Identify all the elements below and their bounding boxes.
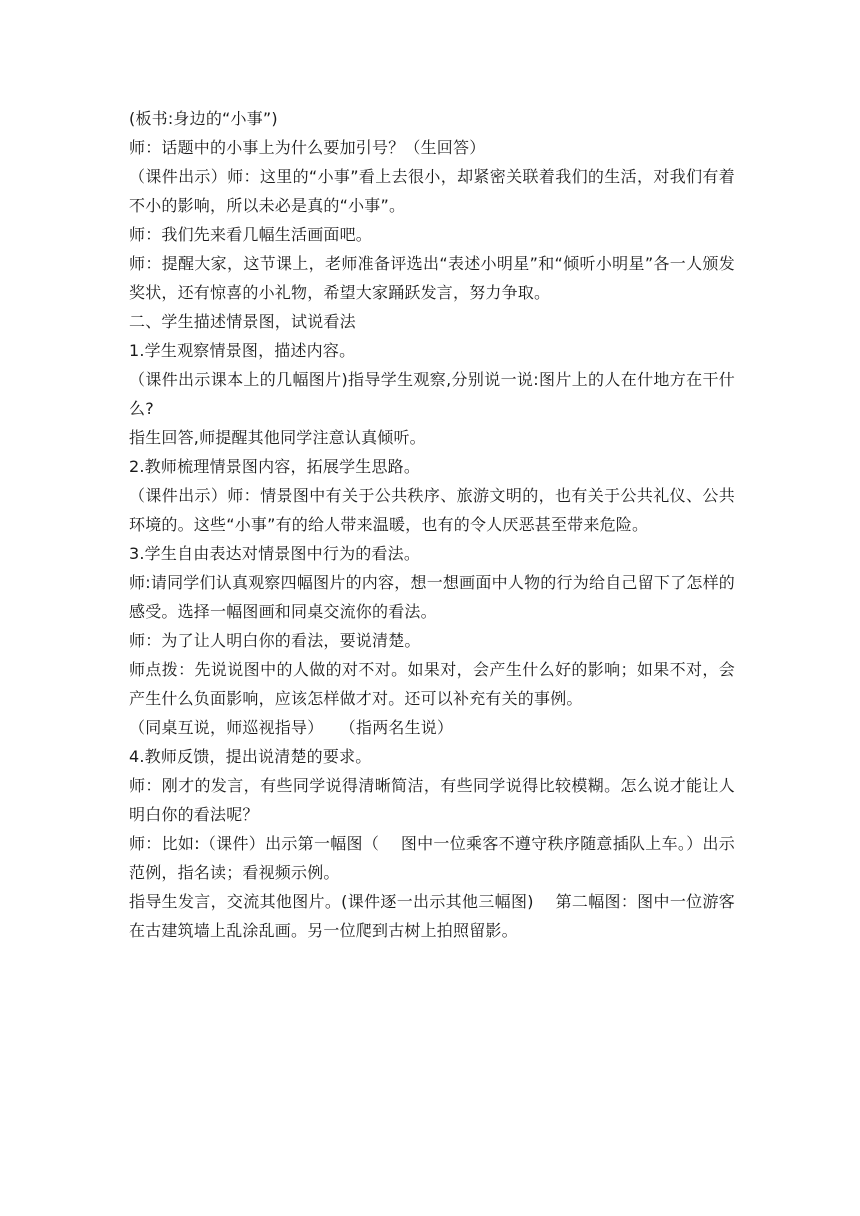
paragraph-feedback: 师：刚才的发言，有些同学说得清晰简洁，有些同学说得比较模糊。怎么说才能让人明白你的看法呢？	[129, 776, 735, 824]
paragraph-pair-talk: （同桌互说，师巡视指导） （指两名生说）	[129, 718, 454, 737]
paragraph-teacher-tips: 师点拨：先说说图中的人做的对不对。如果对，会产生什么好的影响；如果不对，会产生什么负面影响，应该怎样做才对。还可以补充有关的事例。	[129, 660, 735, 708]
paragraph-remind-stars: 师：提醒大家，这节课上，老师准备评选出“表述小明星”和“倾听小明星”各一人颁发奖状，还有惊喜的小礼物，希望大家踊跃发言，努力争取。	[129, 254, 735, 302]
step-heading-2: 2.教师梳理情景图内容，拓展学生思路。	[129, 457, 421, 476]
step-heading-3: 3.学生自由表达对情景图中行为的看法。	[129, 544, 421, 563]
paragraph-scene-summary: （课件出示）师：情景图中有关于公共秩序、旅游文明的，也有关于公共礼仪、公共环境的。这些“小事”有的给人带来温暖，也有的令人厌恶甚至带来危险。	[129, 486, 735, 534]
paragraph-courseware-explain: （课件出示）师：这里的“小事”看上去很小，却紧密关联着我们的生活，对我们有着不小的影响，所以未必是真的“小事”。	[129, 167, 735, 215]
paragraph-look-pictures: 师：我们先来看几幅生活画面吧。	[129, 225, 373, 244]
paragraph-teacher-question: 师：话题中的小事上为什么要加引号？（生回答）	[129, 138, 486, 157]
paragraph-student-answer: 指生回答,师提醒其他同学注意认真倾听。	[129, 428, 426, 447]
paragraph-observe-four: 师:请同学们认真观察四幅图片的内容，想一想画面中人物的行为给自己留下了怎样的感受。选择一幅图画和同桌交流你的看法。	[129, 573, 735, 621]
step-heading-1: 1.学生观察情景图，描述内容。	[129, 341, 356, 360]
document-body	[129, 104, 735, 945]
section-heading-two: 二、学生描述情景图，试说看法	[129, 312, 356, 331]
paragraph-example-one: 师：比如:（课件）出示第一幅图（ 图中一位乘客不遵守秩序随意插队上车。）出示范例，指名读；看视频示例。	[129, 834, 735, 882]
paragraph-blackboard-title: (板书:身边的“小事”)	[129, 109, 278, 128]
step-heading-4: 4.教师反馈，提出说清楚的要求。	[129, 747, 372, 766]
paragraph-observe-guide: （课件出示课本上的几幅图片)指导学生观察,分别说一说:图片上的人在什地方在干什么?	[129, 370, 735, 418]
paragraph-other-pictures: 指导生发言，交流其他图片。(课件逐一出示其他三幅图) 第二幅图：图中一位游客在古建筑墙上乱涂乱画。另一位爬到古树上拍照留影。	[129, 892, 735, 940]
paragraph-speak-clearly: 师：为了让人明白你的看法，要说清楚。	[129, 631, 421, 650]
